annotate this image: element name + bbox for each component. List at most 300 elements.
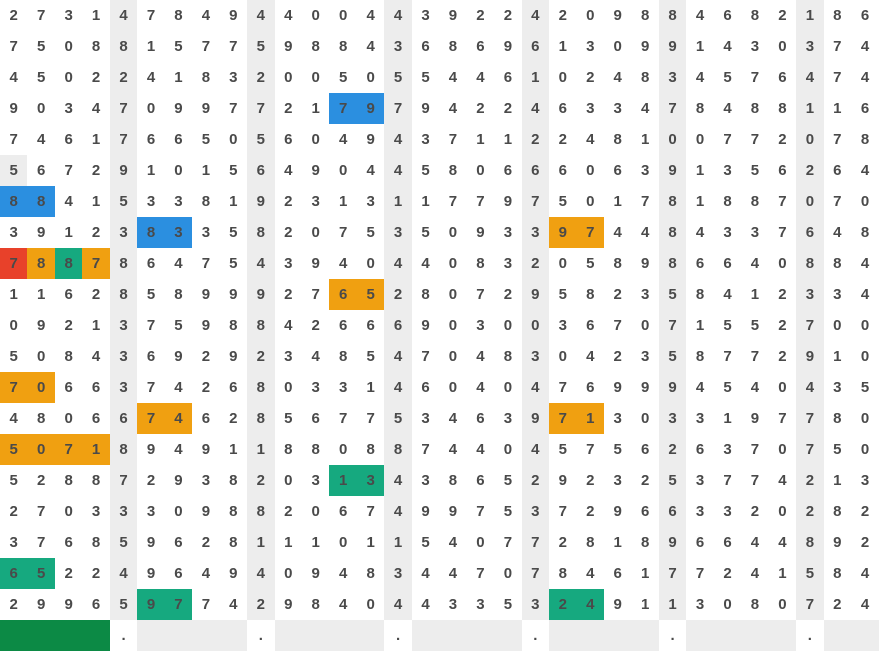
grid-cell[interactable]: 2 [37, 472, 46, 489]
grid-cell[interactable]: 7 [37, 7, 46, 24]
grid-cell[interactable]: 5 [503, 472, 513, 489]
grid-cell[interactable]: 5 [37, 38, 46, 55]
grid-cell[interactable]: 0 [64, 410, 73, 427]
grid-cell[interactable]: 3 [695, 503, 705, 520]
grid-cell[interactable]: 3 [860, 472, 870, 489]
grid-cell[interactable]: 7 [558, 379, 567, 396]
grid-cell[interactable]: 8 [613, 131, 622, 148]
grid-cell[interactable]: 9 [613, 7, 622, 24]
grid-cell[interactable]: 6 [64, 286, 73, 303]
grid-cell[interactable]: 5 [174, 317, 183, 334]
grid-cell[interactable]: 8 [586, 286, 595, 303]
grid-cell[interactable]: . [533, 627, 538, 644]
grid-cell[interactable]: 1 [613, 193, 622, 210]
grid-cell[interactable]: 6 [476, 410, 485, 427]
grid-cell[interactable]: 9 [659, 527, 686, 558]
grid-cell[interactable]: 8 [860, 224, 870, 241]
grid-cell[interactable]: 2 [247, 341, 274, 372]
grid-cell[interactable]: 8 [338, 348, 348, 365]
grid-cell[interactable]: 2 [659, 434, 686, 465]
grid-cell[interactable]: 7 [229, 100, 238, 117]
grid-cell[interactable]: 9 [640, 379, 650, 396]
grid-cell[interactable]: 1 [833, 348, 842, 365]
grid-cell[interactable]: 3 [165, 217, 192, 248]
grid-cell[interactable]: 1 [229, 441, 238, 458]
grid-cell[interactable]: 4 [247, 248, 274, 279]
grid-cell[interactable]: 4 [284, 317, 293, 334]
grid-cell[interactable]: 0 [146, 100, 156, 117]
grid-cell[interactable]: 1 [366, 534, 375, 551]
grid-cell[interactable]: 5 [110, 527, 137, 558]
grid-cell[interactable]: 5 [366, 224, 375, 241]
grid-cell[interactable]: 9 [174, 472, 183, 489]
grid-cell[interactable]: 3 [750, 38, 760, 55]
grid-cell[interactable]: 6 [247, 155, 274, 186]
grid-cell[interactable]: 0 [338, 162, 348, 179]
grid-cell[interactable]: 4 [522, 93, 549, 124]
grid-cell[interactable]: 4 [421, 565, 430, 582]
grid-cell[interactable]: 8 [64, 472, 73, 489]
grid-cell[interactable]: 0 [284, 379, 293, 396]
grid-cell[interactable]: 5 [37, 69, 46, 86]
grid-cell[interactable]: 3 [338, 379, 348, 396]
grid-cell[interactable]: 1 [37, 286, 46, 303]
grid-cell[interactable]: 9 [366, 131, 375, 148]
grid-cell[interactable]: 0 [64, 503, 73, 520]
grid-cell[interactable] [494, 620, 521, 651]
grid-cell[interactable]: 0 [778, 255, 787, 272]
grid-cell[interactable]: 8 [586, 534, 595, 551]
grid-cell[interactable]: 1 [421, 193, 430, 210]
grid-cell[interactable]: 8 [174, 286, 183, 303]
grid-cell[interactable]: 6 [284, 131, 293, 148]
grid-cell[interactable]: 0 [833, 317, 842, 334]
grid-cell[interactable]: 0 [27, 434, 54, 465]
grid-cell[interactable]: 0 [586, 7, 595, 24]
grid-cell[interactable]: 7 [695, 565, 705, 582]
grid-cell[interactable]: 7 [146, 379, 156, 396]
grid-cell[interactable] [329, 620, 356, 651]
grid-cell[interactable]: 3 [723, 441, 732, 458]
grid-cell[interactable]: 3 [229, 69, 238, 86]
grid-cell[interactable]: 1 [577, 403, 604, 434]
grid-cell[interactable]: 5 [796, 558, 823, 589]
grid-cell[interactable]: 6 [338, 503, 348, 520]
grid-cell[interactable]: 0 [778, 38, 787, 55]
grid-cell[interactable]: 7 [311, 286, 320, 303]
grid-cell[interactable] [769, 620, 796, 651]
grid-cell[interactable]: 3 [366, 193, 375, 210]
grid-cell[interactable]: 4 [750, 534, 760, 551]
grid-cell[interactable]: 4 [110, 0, 137, 31]
grid-cell[interactable]: 7 [522, 186, 549, 217]
grid-cell[interactable]: 0 [860, 441, 870, 458]
grid-cell[interactable]: 5 [338, 69, 348, 86]
grid-cell[interactable]: 9 [64, 596, 73, 613]
grid-cell[interactable]: 4 [448, 100, 458, 117]
grid-cell[interactable]: 2 [778, 131, 787, 148]
grid-cell[interactable]: 4 [613, 224, 622, 241]
grid-cell[interactable]: 8 [91, 534, 101, 551]
grid-cell[interactable]: 7 [750, 472, 760, 489]
grid-cell[interactable]: 5 [384, 403, 411, 434]
grid-cell[interactable]: 3 [421, 410, 430, 427]
grid-cell[interactable]: 9 [659, 372, 686, 403]
grid-cell[interactable]: 8 [558, 565, 567, 582]
grid-cell[interactable]: 0 [448, 224, 458, 241]
grid-cell[interactable]: 2 [64, 565, 73, 582]
grid-cell[interactable]: 7 [37, 503, 46, 520]
grid-cell[interactable]: 4 [174, 255, 183, 272]
grid-cell[interactable]: . [258, 627, 263, 644]
grid-cell[interactable]: 6 [778, 162, 787, 179]
grid-cell[interactable]: 2 [110, 62, 137, 93]
grid-cell[interactable]: 0 [778, 503, 787, 520]
grid-cell[interactable]: 7 [366, 503, 375, 520]
grid-cell[interactable]: 0 [586, 162, 595, 179]
grid-cell[interactable]: 7 [833, 69, 842, 86]
grid-cell[interactable]: 7 [55, 434, 82, 465]
grid-cell[interactable]: 3 [503, 255, 513, 272]
grid-cell[interactable]: 7 [0, 248, 27, 279]
grid-cell[interactable]: 9 [476, 224, 485, 241]
grid-cell[interactable]: 8 [659, 248, 686, 279]
grid-cell[interactable]: 7 [750, 348, 760, 365]
grid-cell[interactable]: 5 [558, 441, 567, 458]
grid-cell[interactable]: 1 [695, 38, 705, 55]
grid-cell[interactable]: 3 [695, 596, 705, 613]
grid-cell[interactable]: 1 [778, 565, 787, 582]
grid-cell[interactable]: 8 [640, 69, 650, 86]
grid-cell[interactable]: 6 [174, 131, 183, 148]
grid-cell[interactable]: 4 [338, 596, 348, 613]
grid-cell[interactable]: 2 [284, 286, 293, 303]
grid-cell[interactable]: 8 [229, 503, 238, 520]
grid-cell[interactable]: 2 [613, 348, 622, 365]
grid-cell[interactable]: 3 [750, 224, 760, 241]
grid-cell[interactable]: 9 [448, 7, 458, 24]
grid-cell[interactable]: 9 [247, 186, 274, 217]
grid-cell[interactable]: 5 [659, 279, 686, 310]
grid-cell[interactable]: 2 [247, 465, 274, 496]
grid-cell[interactable]: 7 [558, 503, 567, 520]
grid-cell[interactable]: 0 [448, 379, 458, 396]
grid-cell[interactable]: 0 [778, 379, 787, 396]
grid-cell[interactable]: 8 [659, 0, 686, 31]
grid-cell[interactable]: 4 [723, 286, 732, 303]
grid-cell[interactable]: 0 [284, 472, 293, 489]
grid-cell[interactable]: 4 [796, 62, 823, 93]
grid-cell[interactable]: 1 [503, 131, 513, 148]
grid-cell[interactable]: 9 [421, 503, 430, 520]
grid-cell[interactable]: 8 [833, 255, 842, 272]
grid-cell[interactable]: 7 [9, 38, 18, 55]
grid-cell[interactable]: 4 [384, 341, 411, 372]
grid-cell[interactable]: 3 [833, 286, 842, 303]
grid-cell[interactable]: 7 [448, 193, 458, 210]
grid-cell[interactable]: 8 [723, 193, 732, 210]
grid-cell[interactable]: 6 [860, 7, 870, 24]
grid-cell[interactable]: 8 [750, 7, 760, 24]
grid-cell[interactable]: 0 [37, 100, 46, 117]
grid-cell[interactable]: 0 [640, 317, 650, 334]
grid-cell[interactable]: 1 [247, 527, 274, 558]
grid-cell[interactable]: 8 [613, 255, 622, 272]
grid-cell[interactable]: 0 [476, 534, 485, 551]
grid-cell[interactable]: 6 [613, 162, 622, 179]
grid-cell[interactable]: 5 [247, 31, 274, 62]
grid-cell[interactable]: 4 [522, 0, 549, 31]
grid-cell[interactable]: 4 [448, 410, 458, 427]
grid-cell[interactable]: 2 [640, 472, 650, 489]
grid-cell[interactable]: 0 [311, 224, 320, 241]
grid-cell[interactable]: 3 [91, 503, 101, 520]
grid-cell[interactable]: 2 [833, 596, 842, 613]
grid-cell[interactable]: 4 [476, 379, 485, 396]
grid-cell[interactable]: 2 [778, 317, 787, 334]
grid-cell[interactable]: 2 [201, 534, 211, 551]
grid-cell[interactable]: 3 [833, 379, 842, 396]
grid-cell[interactable]: 9 [201, 317, 211, 334]
grid-cell[interactable]: 3 [201, 472, 211, 489]
grid-cell[interactable] [165, 620, 192, 651]
grid-cell[interactable]: 8 [37, 410, 46, 427]
grid-cell[interactable]: . [121, 627, 126, 644]
grid-cell[interactable]: 7 [549, 403, 576, 434]
grid-cell[interactable]: 7 [476, 503, 485, 520]
grid-cell[interactable]: 7 [247, 93, 274, 124]
grid-cell[interactable] [137, 620, 164, 651]
grid-cell[interactable]: 6 [522, 155, 549, 186]
grid-cell[interactable]: 4 [860, 255, 870, 272]
grid-cell[interactable] [220, 620, 247, 651]
grid-cell[interactable]: 6 [329, 279, 356, 310]
grid-cell[interactable]: 6 [64, 131, 73, 148]
grid-cell[interactable] [714, 620, 741, 651]
grid-cell[interactable]: 5 [503, 596, 513, 613]
grid-cell[interactable]: 0 [174, 162, 183, 179]
grid-cell[interactable]: 9 [229, 565, 238, 582]
grid-cell[interactable]: 3 [284, 348, 293, 365]
grid-cell[interactable]: 8 [110, 434, 137, 465]
grid-cell[interactable] [412, 620, 439, 651]
grid-cell[interactable]: 6 [778, 69, 787, 86]
grid-cell[interactable]: 5 [833, 441, 842, 458]
grid-cell[interactable]: 7 [476, 565, 485, 582]
grid-cell[interactable]: 7 [778, 193, 787, 210]
grid-cell[interactable]: 6 [110, 403, 137, 434]
grid-cell[interactable]: 4 [860, 162, 870, 179]
grid-cell[interactable]: 8 [247, 217, 274, 248]
grid-cell[interactable]: 2 [549, 589, 576, 620]
grid-cell[interactable]: 1 [91, 7, 101, 24]
grid-cell[interactable]: 2 [284, 193, 293, 210]
grid-cell[interactable]: 6 [558, 100, 567, 117]
grid-cell[interactable]: 2 [9, 503, 18, 520]
grid-cell[interactable]: 8 [338, 38, 348, 55]
grid-cell[interactable]: 9 [613, 503, 622, 520]
grid-cell[interactable]: 2 [91, 162, 101, 179]
grid-cell[interactable]: 6 [640, 441, 650, 458]
grid-cell[interactable]: 3 [522, 217, 549, 248]
grid-cell[interactable]: 4 [366, 162, 375, 179]
grid-cell[interactable]: 8 [448, 472, 458, 489]
grid-cell[interactable]: 5 [146, 286, 156, 303]
grid-cell[interactable]: 3 [146, 503, 156, 520]
grid-cell[interactable]: 4 [229, 596, 238, 613]
grid-cell[interactable]: 1 [311, 100, 320, 117]
grid-cell[interactable]: 7 [833, 38, 842, 55]
grid-cell[interactable]: 0 [796, 124, 823, 155]
grid-cell[interactable]: 3 [659, 403, 686, 434]
grid-cell[interactable]: 4 [9, 410, 18, 427]
grid-cell[interactable]: 5 [27, 558, 54, 589]
grid-cell[interactable]: 8 [640, 7, 650, 24]
grid-cell[interactable]: 4 [384, 155, 411, 186]
grid-cell[interactable]: 5 [366, 348, 375, 365]
grid-cell[interactable]: 8 [448, 162, 458, 179]
grid-cell[interactable]: 6 [366, 317, 375, 334]
grid-cell[interactable]: 4 [577, 589, 604, 620]
grid-cell[interactable]: 2 [284, 503, 293, 520]
grid-cell[interactable]: 6 [476, 38, 485, 55]
grid-cell[interactable]: 4 [384, 465, 411, 496]
grid-cell[interactable]: 9 [796, 341, 823, 372]
grid-cell[interactable]: 9 [613, 596, 622, 613]
grid-cell[interactable]: 7 [0, 372, 27, 403]
grid-cell[interactable]: 5 [284, 410, 293, 427]
grid-cell[interactable]: 5 [384, 62, 411, 93]
grid-cell[interactable]: 6 [640, 503, 650, 520]
grid-cell[interactable]: 2 [558, 534, 567, 551]
grid-cell[interactable]: 8 [695, 348, 705, 365]
grid-cell[interactable]: 8 [247, 403, 274, 434]
grid-cell[interactable]: 4 [723, 100, 732, 117]
grid-cell[interactable]: 9 [174, 100, 183, 117]
grid-cell[interactable]: 2 [522, 248, 549, 279]
grid-cell[interactable]: 9 [37, 224, 46, 241]
grid-cell[interactable]: 0 [522, 310, 549, 341]
grid-cell[interactable]: 6 [201, 410, 211, 427]
grid-cell[interactable]: 1 [284, 534, 293, 551]
grid-cell[interactable]: 8 [229, 534, 238, 551]
grid-cell[interactable]: 5 [723, 379, 732, 396]
grid-cell[interactable]: 6 [0, 558, 27, 589]
grid-cell[interactable]: 9 [201, 286, 211, 303]
grid-cell[interactable]: 1 [146, 38, 156, 55]
grid-cell[interactable]: 7 [796, 403, 823, 434]
grid-cell[interactable]: 7 [366, 410, 375, 427]
grid-cell[interactable]: 4 [91, 348, 101, 365]
grid-cell[interactable]: 4 [174, 441, 183, 458]
grid-cell[interactable]: 8 [311, 441, 320, 458]
grid-cell[interactable]: 8 [384, 434, 411, 465]
grid-cell[interactable]: 4 [833, 224, 842, 241]
grid-cell[interactable]: 8 [503, 348, 513, 365]
grid-cell[interactable]: 9 [357, 93, 384, 124]
grid-cell[interactable]: 4 [9, 69, 18, 86]
grid-cell[interactable]: 7 [640, 193, 650, 210]
grid-cell[interactable]: 7 [796, 434, 823, 465]
grid-cell[interactable]: 9 [37, 317, 46, 334]
grid-cell[interactable] [631, 620, 658, 651]
grid-cell[interactable]: 7 [201, 596, 211, 613]
grid-cell[interactable]: 8 [64, 348, 73, 365]
grid-cell[interactable]: 4 [384, 372, 411, 403]
grid-cell[interactable]: 0 [503, 441, 513, 458]
grid-cell[interactable]: 0 [723, 596, 732, 613]
grid-cell[interactable]: 7 [201, 255, 211, 272]
grid-cell[interactable]: 9 [522, 403, 549, 434]
grid-cell[interactable]: 6 [476, 472, 485, 489]
grid-cell[interactable]: 8 [476, 255, 485, 272]
grid-cell[interactable]: 3 [357, 465, 384, 496]
grid-cell[interactable]: 8 [201, 69, 211, 86]
grid-cell[interactable]: 4 [110, 558, 137, 589]
grid-cell[interactable]: 1 [723, 410, 732, 427]
grid-cell[interactable]: 0 [640, 410, 650, 427]
grid-cell[interactable]: 7 [778, 224, 787, 241]
grid-cell[interactable]: 8 [247, 310, 274, 341]
grid-cell[interactable]: 4 [448, 565, 458, 582]
grid-cell[interactable]: 1 [91, 193, 101, 210]
grid-cell[interactable]: 0 [174, 503, 183, 520]
grid-cell[interactable]: 4 [91, 100, 101, 117]
grid-cell[interactable]: 8 [860, 131, 870, 148]
grid-cell[interactable]: 3 [110, 310, 137, 341]
grid-cell[interactable]: 1 [695, 317, 705, 334]
grid-cell[interactable]: 7 [613, 317, 622, 334]
grid-cell[interactable]: 1 [329, 465, 356, 496]
grid-cell[interactable]: 8 [833, 503, 842, 520]
grid-cell[interactable]: 3 [201, 224, 211, 241]
grid-cell[interactable]: 5 [860, 379, 870, 396]
grid-cell[interactable]: 7 [659, 558, 686, 589]
grid-cell[interactable]: 7 [110, 93, 137, 124]
grid-cell[interactable]: 7 [384, 93, 411, 124]
grid-cell[interactable]: 0 [284, 565, 293, 582]
grid-cell[interactable]: 3 [9, 224, 18, 241]
grid-cell[interactable]: 0 [558, 348, 567, 365]
grid-cell[interactable]: 8 [796, 527, 823, 558]
grid-cell[interactable]: 8 [229, 472, 238, 489]
grid-cell[interactable]: 7 [37, 534, 46, 551]
grid-cell[interactable]: 4 [860, 596, 870, 613]
grid-cell[interactable]: 1 [64, 224, 73, 241]
grid-cell[interactable]: 0 [311, 69, 320, 86]
grid-cell[interactable]: . [670, 627, 675, 644]
grid-cell[interactable]: 4 [860, 286, 870, 303]
grid-cell[interactable]: 7 [833, 131, 842, 148]
grid-cell[interactable]: 1 [750, 286, 760, 303]
grid-cell[interactable]: 3 [476, 317, 485, 334]
grid-cell[interactable]: 5 [421, 224, 430, 241]
grid-cell[interactable]: 0 [366, 596, 375, 613]
grid-cell[interactable]: 6 [64, 379, 73, 396]
grid-cell[interactable]: 7 [750, 441, 760, 458]
grid-cell[interactable]: 0 [229, 131, 238, 148]
grid-cell[interactable]: 2 [229, 410, 238, 427]
grid-cell[interactable]: 5 [723, 69, 732, 86]
grid-cell[interactable]: 3 [110, 341, 137, 372]
grid-cell[interactable]: 0 [558, 255, 567, 272]
grid-cell[interactable]: 7 [476, 286, 485, 303]
grid-cell[interactable]: 9 [522, 279, 549, 310]
grid-cell[interactable]: 7 [9, 131, 18, 148]
grid-cell[interactable]: 9 [229, 7, 238, 24]
grid-cell[interactable]: 9 [284, 38, 293, 55]
grid-cell[interactable]: 1 [833, 472, 842, 489]
